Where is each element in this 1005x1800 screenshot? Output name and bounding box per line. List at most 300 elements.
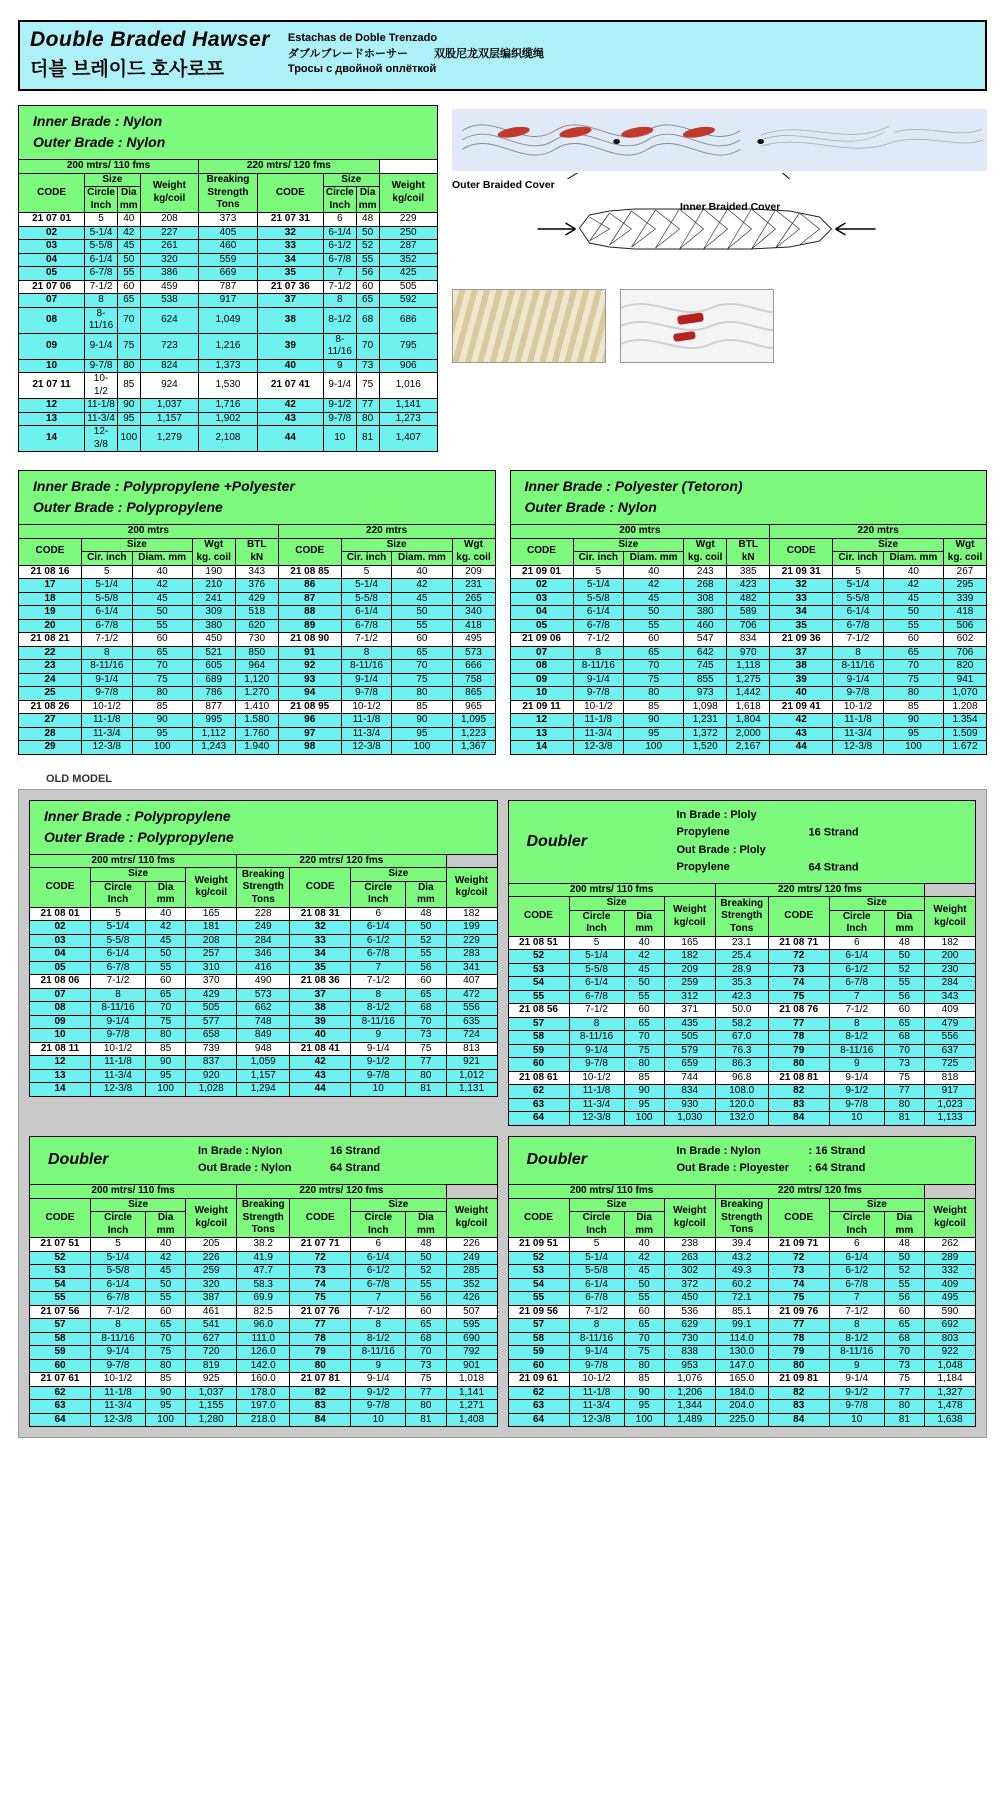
dia-cell: 55 <box>392 619 452 633</box>
breaking-cell: 42.3 <box>715 990 768 1004</box>
code-cell: 21 08 31 <box>290 907 351 921</box>
code-cell: 54 <box>508 1278 569 1292</box>
table-row <box>30 1305 498 1319</box>
breaking-cell: 346 <box>237 948 290 962</box>
o2-th-code-l: CODE <box>508 897 569 937</box>
circle-cell: 11-1/8 <box>91 1056 146 1070</box>
code-cell: 21 09 81 <box>768 1373 829 1387</box>
breaking-cell: 178.0 <box>237 1386 290 1400</box>
tbody-nylon <box>19 213 438 452</box>
circle-cell: 11-1/8 <box>91 1386 146 1400</box>
weight-cell: 182 <box>925 936 976 950</box>
breaking-cell: 147.0 <box>715 1359 768 1373</box>
code-cell: 74 <box>768 977 829 991</box>
dia-cell: 65 <box>132 646 192 660</box>
table-row <box>510 700 987 714</box>
breaking-cell: 1.270 <box>235 687 278 701</box>
o1-th-dia-l: Dia mm <box>146 881 186 907</box>
dia-cell: 40 <box>132 565 192 579</box>
code-cell: 63 <box>508 1098 569 1112</box>
weight-cell: 973 <box>684 687 727 701</box>
circle-cell: 6-1/4 <box>833 606 884 620</box>
table-row <box>30 1029 498 1043</box>
code-cell: 22 <box>19 646 82 660</box>
code-cell: 57 <box>508 1017 569 1031</box>
weight-cell: 724 <box>446 1029 497 1043</box>
weight-cell: 340 <box>452 606 495 620</box>
weight-cell: 577 <box>186 1015 237 1029</box>
circle-cell: 9 <box>323 359 356 373</box>
tbody-pp <box>19 565 496 754</box>
th-weight-left: Weight kg/coil <box>140 173 198 213</box>
circle-cell: 6-1/4 <box>91 948 146 962</box>
doubler-pp-in-label: In Brade : Ploly Propylene <box>676 808 757 839</box>
dia-cell: 42 <box>146 921 186 935</box>
circle-cell: 6-7/8 <box>573 619 624 633</box>
circle-cell: 8-1/2 <box>351 1002 406 1016</box>
breaking-cell: 184.0 <box>715 1386 768 1400</box>
circle-cell: 8 <box>573 646 624 660</box>
table-row <box>30 1332 498 1346</box>
circle-cell: 11-3/4 <box>91 1069 146 1083</box>
weight-cell: 1,408 <box>446 1413 497 1427</box>
circle-cell: 11-1/8 <box>569 1085 624 1099</box>
weight-cell: 310 <box>186 961 237 975</box>
weight-cell: 1,016 <box>379 373 438 399</box>
breaking-cell: 111.0 <box>237 1332 290 1346</box>
circle-cell: 9-7/8 <box>351 1400 406 1414</box>
circle-cell: 5-1/4 <box>82 579 133 593</box>
dia-cell: 50 <box>624 977 664 991</box>
code-cell: 53 <box>508 963 569 977</box>
table-row <box>508 963 976 977</box>
tbody-doubler-polyester <box>508 1238 976 1427</box>
table-row <box>19 633 496 647</box>
circle-cell: 6-1/4 <box>82 606 133 620</box>
th-dia-right: Dia mm <box>356 187 379 213</box>
circle-cell: 9-7/8 <box>833 687 884 701</box>
circle-cell: 6-1/4 <box>85 253 118 267</box>
table-row <box>510 687 987 701</box>
dia-cell: 50 <box>356 226 379 240</box>
code-cell: 21 07 51 <box>30 1238 91 1252</box>
table-row <box>510 714 987 728</box>
weight-cell: 460 <box>684 619 727 633</box>
circle-cell: 7 <box>829 990 884 1004</box>
code-cell: 39 <box>770 673 833 687</box>
dia-cell: 85 <box>132 700 192 714</box>
circle-cell: 6-1/4 <box>351 1251 406 1265</box>
dia-cell: 40 <box>624 1238 664 1252</box>
table-row <box>510 606 987 620</box>
pe-th-code-r: CODE <box>770 538 833 565</box>
weight-cell: 820 <box>944 660 987 674</box>
code-cell: 40 <box>257 359 323 373</box>
breaking-cell: 82.5 <box>237 1305 290 1319</box>
code-cell: 89 <box>278 619 341 633</box>
weight-cell: 199 <box>446 921 497 935</box>
breaking-cell: 423 <box>727 579 770 593</box>
weight-cell: 1,030 <box>664 1112 715 1126</box>
code-cell: 10 <box>510 687 573 701</box>
dia-cell: 95 <box>392 727 452 741</box>
code-cell: 39 <box>290 1015 351 1029</box>
circle-cell: 7-1/2 <box>569 1305 624 1319</box>
circle-cell: 5-1/4 <box>569 950 624 964</box>
o4-group-220: 220 mtrs/ 120 fms <box>715 1185 924 1199</box>
table-row <box>19 267 438 281</box>
breaking-cell: 834 <box>727 633 770 647</box>
table-doubler-nylon <box>29 1184 498 1427</box>
code-cell: 77 <box>768 1319 829 1333</box>
breaking-cell: 132.0 <box>715 1112 768 1126</box>
circle-cell: 5-5/8 <box>833 592 884 606</box>
code-cell: 72 <box>768 1251 829 1265</box>
outer-brade-label: Outer Brade : Nylon <box>33 134 166 150</box>
dia-cell: 68 <box>406 1002 446 1016</box>
dia-cell: 81 <box>356 426 379 452</box>
code-cell: 25 <box>19 687 82 701</box>
dia-cell: 60 <box>146 1305 186 1319</box>
table-row <box>30 1359 498 1373</box>
table-row <box>30 1346 498 1360</box>
weight-cell: 1.672 <box>944 741 987 755</box>
polyester-inner-label: Inner Brade : Polyester (Tetoron) <box>524 478 743 494</box>
dia-cell: 65 <box>356 294 379 308</box>
dia-cell: 55 <box>146 1292 186 1306</box>
pe-th-code-l: CODE <box>510 538 573 565</box>
table-row <box>30 948 498 962</box>
breaking-cell: 165.0 <box>715 1373 768 1387</box>
circle-cell: 6-7/8 <box>323 253 356 267</box>
circle-cell: 8 <box>351 1319 406 1333</box>
circle-cell: 5 <box>569 936 624 950</box>
table-row <box>508 1085 976 1099</box>
code-cell: 75 <box>768 990 829 1004</box>
code-cell: 21 08 21 <box>19 633 82 647</box>
o4-th-size-r: Size <box>829 1198 924 1212</box>
circle-cell: 6 <box>351 1238 406 1252</box>
dia-cell: 48 <box>884 936 924 950</box>
code-cell: 96 <box>278 714 341 728</box>
dia-cell: 56 <box>406 1292 446 1306</box>
weight-cell: 541 <box>186 1319 237 1333</box>
code-cell: 60 <box>508 1058 569 1072</box>
dia-cell: 50 <box>406 921 446 935</box>
table-row <box>30 1413 498 1427</box>
dia-cell: 45 <box>146 934 186 948</box>
table-row <box>510 646 987 660</box>
code-cell: 10 <box>19 359 85 373</box>
dia-cell: 45 <box>132 592 192 606</box>
code-cell: 59 <box>30 1346 91 1360</box>
th-code-left: CODE <box>19 173 85 213</box>
dia-cell: 80 <box>406 1069 446 1083</box>
breaking-cell: 108.0 <box>715 1085 768 1099</box>
o1-group-200: 200 mtrs/ 110 fms <box>30 854 237 868</box>
circle-cell: 6-7/8 <box>351 948 406 962</box>
dia-cell: 100 <box>392 741 452 755</box>
dia-cell: 50 <box>406 1251 446 1265</box>
weight-cell: 181 <box>186 921 237 935</box>
dia-cell: 50 <box>624 606 684 620</box>
block-old-pp <box>29 800 498 1126</box>
circle-cell: 10-1/2 <box>85 373 118 399</box>
breaking-cell: 373 <box>199 213 258 227</box>
table-row <box>19 673 496 687</box>
weight-cell: 941 <box>944 673 987 687</box>
o2-th-dia-l: Dia mm <box>624 910 664 936</box>
circle-cell: 6-1/4 <box>569 1278 624 1292</box>
table-row <box>30 1386 498 1400</box>
o1-group-220: 220 mtrs/ 120 fms <box>237 854 446 868</box>
circle-cell: 6-1/4 <box>829 1251 884 1265</box>
table-row <box>30 1069 498 1083</box>
dia-cell: 60 <box>884 1004 924 1018</box>
breaking-cell: 47.7 <box>237 1265 290 1279</box>
dia-cell: 52 <box>406 1265 446 1279</box>
circle-cell: 9 <box>829 1359 884 1373</box>
o3-th-bs: Breaking Strength Tons <box>237 1198 290 1238</box>
pp-th-wgt-l: Wgt kg. coil <box>192 538 235 565</box>
circle-cell: 11-1/8 <box>573 714 624 728</box>
breaking-cell: 225.0 <box>715 1413 768 1427</box>
dia-cell: 65 <box>392 646 452 660</box>
breaking-cell: 28.9 <box>715 963 768 977</box>
circle-cell: 8-11/16 <box>323 333 356 359</box>
dia-cell: 60 <box>406 975 446 989</box>
table-row <box>30 1238 498 1252</box>
weight-cell: 1,070 <box>944 687 987 701</box>
code-cell: 64 <box>30 1413 91 1427</box>
code-cell: 21 07 81 <box>290 1373 351 1387</box>
o2-th-weight-r: Weight kg/coil <box>925 897 976 937</box>
dia-cell: 55 <box>356 253 379 267</box>
breaking-cell: 850 <box>235 646 278 660</box>
weight-cell: 642 <box>684 646 727 660</box>
old-model-section <box>18 789 987 1439</box>
breaking-cell: 460 <box>199 240 258 254</box>
code-cell: 21 07 06 <box>19 280 85 294</box>
code-cell: 42 <box>257 399 323 413</box>
dia-cell: 45 <box>624 592 684 606</box>
weight-cell: 380 <box>192 619 235 633</box>
title-ja: ダブルブレードホーサー <box>287 47 409 60</box>
weight-cell: 343 <box>925 990 976 1004</box>
table-row <box>510 579 987 593</box>
weight-cell: 723 <box>140 333 198 359</box>
weight-cell: 231 <box>452 579 495 593</box>
circle-cell: 10 <box>351 1413 406 1427</box>
weight-cell: 429 <box>186 988 237 1002</box>
pp-th-cir-l: Cir. inch <box>82 552 133 566</box>
code-cell: 04 <box>30 948 91 962</box>
breaking-cell: 39.4 <box>715 1238 768 1252</box>
circle-cell: 8 <box>829 1017 884 1031</box>
weight-cell: 1,155 <box>186 1400 237 1414</box>
breaking-cell: 96.0 <box>237 1319 290 1333</box>
breaking-cell: 1,059 <box>237 1056 290 1070</box>
dia-cell: 55 <box>406 948 446 962</box>
breaking-cell: 589 <box>727 606 770 620</box>
weight-cell: 409 <box>925 1004 976 1018</box>
dia-cell: 90 <box>883 714 943 728</box>
weight-cell: 309 <box>192 606 235 620</box>
dia-cell: 65 <box>884 1017 924 1031</box>
weight-cell: 855 <box>684 673 727 687</box>
code-cell: 29 <box>19 741 82 755</box>
dia-cell: 100 <box>883 741 943 755</box>
code-cell: 21 08 61 <box>508 1071 569 1085</box>
doubler-polyester-banner <box>508 1136 977 1184</box>
circle-cell: 6-1/2 <box>829 963 884 977</box>
weight-cell: 930 <box>664 1098 715 1112</box>
circle-cell: 5 <box>85 213 118 227</box>
breaking-cell: 518 <box>235 606 278 620</box>
weight-cell: 579 <box>664 1044 715 1058</box>
code-cell: 07 <box>19 294 85 308</box>
circle-cell: 10-1/2 <box>833 700 884 714</box>
o3-th-circ-r: Circle Inch <box>351 1212 406 1238</box>
product-photos <box>452 289 987 363</box>
old-model-label: OLD MODEL <box>46 772 112 785</box>
code-cell: 60 <box>508 1359 569 1373</box>
table-row <box>19 687 496 701</box>
code-cell: 75 <box>290 1292 351 1306</box>
table-row <box>508 1413 976 1427</box>
code-cell: 58 <box>30 1332 91 1346</box>
o1-th-size-l: Size <box>91 868 186 882</box>
dia-cell: 48 <box>884 1238 924 1252</box>
circle-cell: 9-1/4 <box>82 673 133 687</box>
table-row <box>30 1400 498 1414</box>
th-size-left: Size <box>85 173 141 187</box>
weight-cell: 635 <box>446 1015 497 1029</box>
dia-cell: 80 <box>883 687 943 701</box>
breaking-cell: 60.2 <box>715 1278 768 1292</box>
circle-cell: 5-1/4 <box>85 226 118 240</box>
pp-th-size-r: Size <box>341 538 452 552</box>
dia-cell: 40 <box>392 565 452 579</box>
weight-cell: 479 <box>925 1017 976 1031</box>
weight-cell: 1,372 <box>684 727 727 741</box>
breaking-cell: 730 <box>235 633 278 647</box>
circle-cell: 8-11/16 <box>573 660 624 674</box>
table-row <box>508 1292 976 1306</box>
o4-group-200: 200 mtrs/ 110 fms <box>508 1185 715 1199</box>
col-group-200: 200 mtrs/ 110 fms <box>19 160 199 174</box>
table-row <box>508 1017 976 1031</box>
table-row <box>510 741 987 755</box>
weight-cell: 1,133 <box>925 1112 976 1126</box>
circle-cell: 12-3/8 <box>573 741 624 755</box>
code-cell: 21 09 51 <box>508 1238 569 1252</box>
weight-cell: 837 <box>186 1056 237 1070</box>
table-row <box>508 1359 976 1373</box>
dia-cell: 75 <box>117 333 140 359</box>
col-group-220: 220 mtrs/ 120 fms <box>199 160 379 174</box>
breaking-cell: 416 <box>237 961 290 975</box>
dia-cell: 42 <box>624 1251 664 1265</box>
weight-cell: 259 <box>664 977 715 991</box>
circle-cell: 5-5/8 <box>91 1265 146 1279</box>
breaking-cell: 130.0 <box>715 1346 768 1360</box>
pe-group-200: 200 mtrs <box>510 525 770 539</box>
dia-cell: 68 <box>356 307 379 333</box>
code-cell: 08 <box>30 1002 91 1016</box>
dia-cell: 55 <box>117 267 140 281</box>
weight-cell: 1,028 <box>186 1083 237 1097</box>
circle-cell: 5 <box>341 565 392 579</box>
code-cell: 43 <box>257 412 323 426</box>
weight-cell: 921 <box>446 1056 497 1070</box>
pe-th-cir-l: Cir. inch <box>573 552 624 566</box>
code-cell: 21 08 26 <box>19 700 82 714</box>
code-cell: 12 <box>19 399 85 413</box>
o3-group-220: 220 mtrs/ 120 fms <box>237 1185 446 1199</box>
weight-cell: 1,271 <box>446 1400 497 1414</box>
code-cell: 84 <box>290 1413 351 1427</box>
code-cell: 24 <box>19 673 82 687</box>
weight-cell: 689 <box>192 673 235 687</box>
weight-cell: 795 <box>379 333 438 359</box>
breaking-cell: 787 <box>199 280 258 294</box>
polyester-outer-label: Outer Brade : Nylon <box>524 499 657 515</box>
dia-cell: 75 <box>624 1346 664 1360</box>
table-row <box>508 1373 976 1387</box>
circle-cell: 8-11/16 <box>91 1332 146 1346</box>
breaking-cell: 99.1 <box>715 1319 768 1333</box>
weight-cell: 1,407 <box>379 426 438 452</box>
weight-cell: 1,638 <box>925 1413 976 1427</box>
circle-cell: 6-1/2 <box>351 934 406 948</box>
code-cell: 18 <box>19 592 82 606</box>
table-row <box>30 1373 498 1387</box>
weight-cell: 692 <box>925 1319 976 1333</box>
circle-cell: 7-1/2 <box>351 975 406 989</box>
dia-cell: 90 <box>624 714 684 728</box>
weight-cell: 818 <box>925 1071 976 1085</box>
dia-cell: 75 <box>146 1346 186 1360</box>
circle-cell: 9 <box>829 1058 884 1072</box>
circle-cell: 8 <box>82 646 133 660</box>
o4-th-dia-l: Dia mm <box>624 1212 664 1238</box>
dia-cell: 60 <box>406 1305 446 1319</box>
dia-cell: 55 <box>883 619 943 633</box>
dia-cell: 75 <box>406 1373 446 1387</box>
code-cell: 38 <box>770 660 833 674</box>
code-cell: 21 08 81 <box>768 1071 829 1085</box>
table-row <box>19 592 496 606</box>
breaking-cell: 67.0 <box>715 1031 768 1045</box>
breaking-cell: 50.0 <box>715 1004 768 1018</box>
tbody-doubler-nylon <box>30 1238 498 1427</box>
code-cell: 82 <box>768 1386 829 1400</box>
code-cell: 53 <box>508 1265 569 1279</box>
o3-th-circ-l: Circle Inch <box>91 1212 146 1238</box>
code-cell: 79 <box>290 1346 351 1360</box>
weight-cell: 838 <box>664 1346 715 1360</box>
code-cell: 77 <box>768 1017 829 1031</box>
weight-cell: 965 <box>452 700 495 714</box>
table-nylon <box>18 159 438 452</box>
circle-cell: 7-1/2 <box>833 633 884 647</box>
breaking-cell: 85.1 <box>715 1305 768 1319</box>
table-row <box>30 975 498 989</box>
breaking-cell: 114.0 <box>715 1332 768 1346</box>
weight-cell: 1,223 <box>452 727 495 741</box>
dia-cell: 85 <box>146 1373 186 1387</box>
